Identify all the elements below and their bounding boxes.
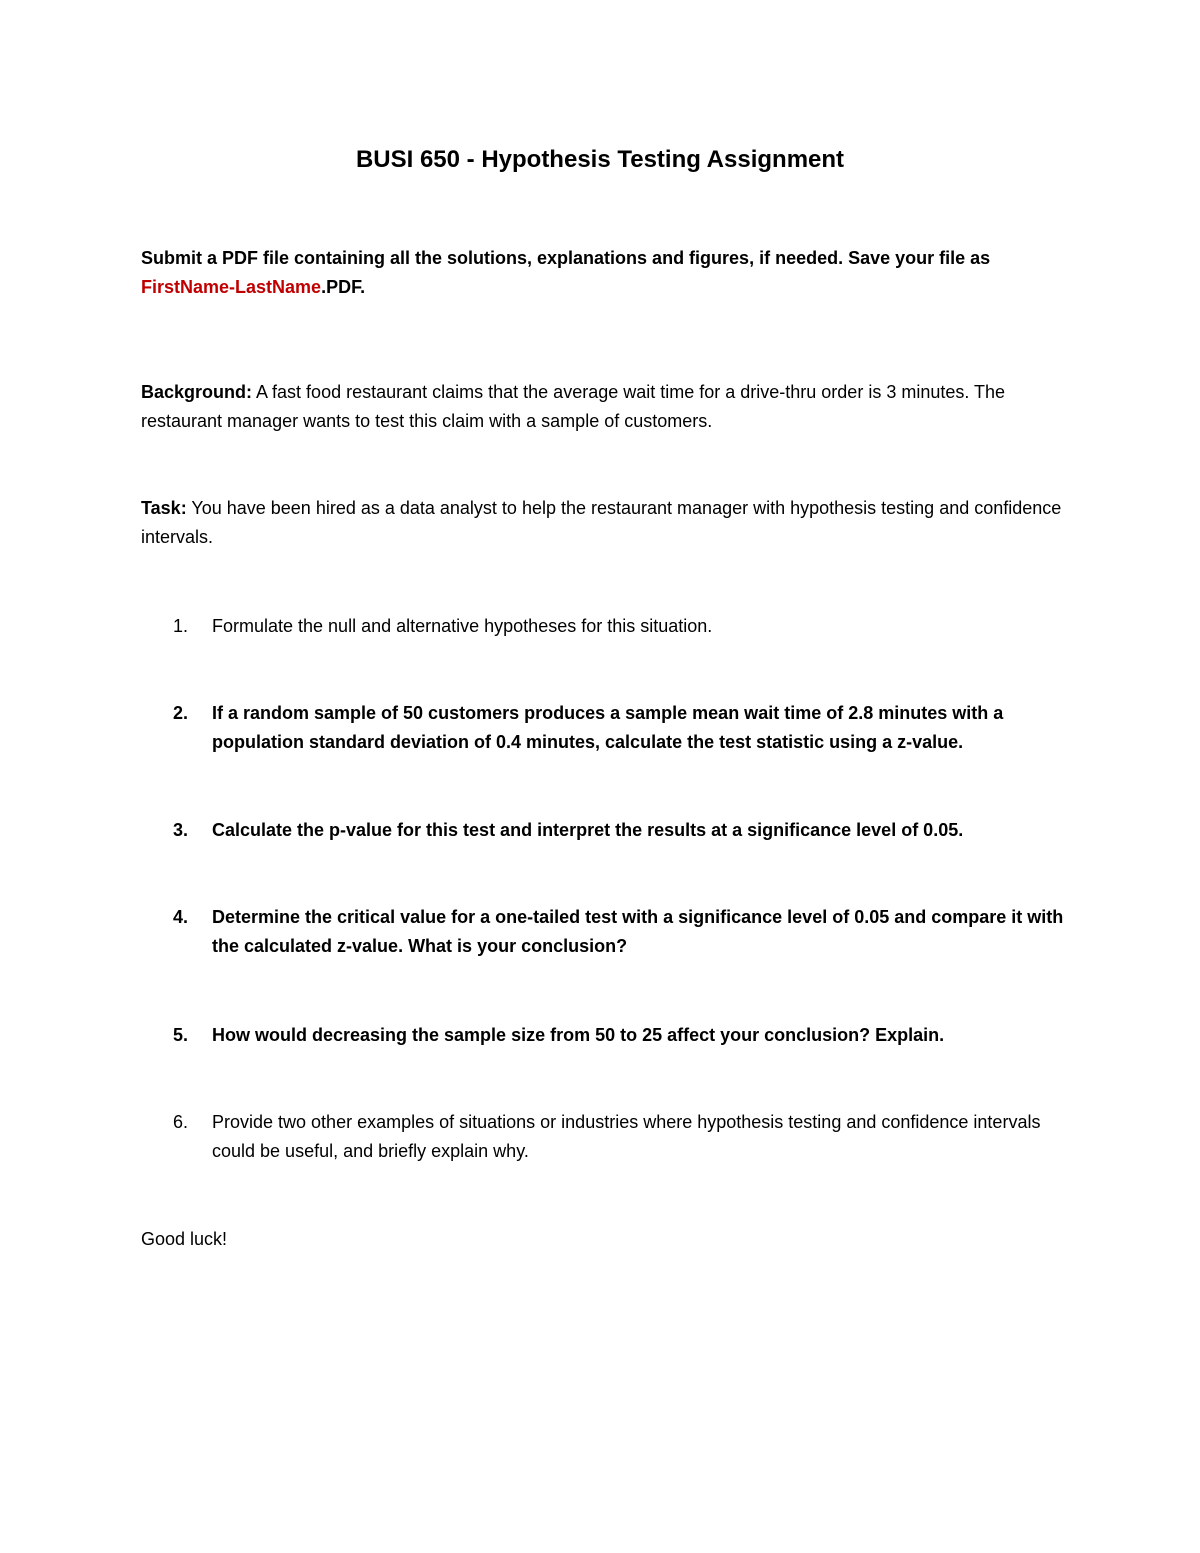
background-text: A fast food restaurant claims that the average wait time for a drive-thru order is 3 minutes. The restaurant manager wants to test this claim with a sample of customers. (141, 382, 1006, 431)
question-text: Determine the critical value for a one-tailed test with a significance level of 0.05 and compare it with the calculated z-value. What is your conclusion? (212, 907, 1064, 956)
question-text: How would decreasing the sample size from 50 to 25 affect your conclusion? Explain. (212, 1025, 945, 1045)
question-number: 5. (173, 1025, 189, 1045)
task-label: Task: (141, 498, 187, 518)
page-title: BUSI 650 - Hypothesis Testing Assignment (355, 146, 845, 173)
question-text: Calculate the p-value for this test and interpret the results at a significance level of 0.05. (212, 820, 964, 840)
submit-text: Submit a PDF file containing all the solutions, explanations and figures, if needed. Save your file as (141, 248, 991, 268)
background-label: Background: (141, 382, 253, 402)
task-paragraph (141, 494, 1071, 552)
question-number: 1. (173, 616, 189, 636)
question-text: Provide two other examples of situations or industries where hypothesis testing and confidence intervals could be useful, and briefly explain why. (212, 1112, 1041, 1161)
submit-extension: .PDF. (321, 277, 366, 297)
question-6 (141, 1108, 1071, 1166)
question-number: 2. (173, 703, 189, 723)
task-text: You have been hired as a data analyst to help the restaurant manager with hypothesis testing and confidence intervals. (141, 498, 1062, 547)
question-4 (141, 903, 1071, 961)
question-number: 4. (173, 907, 189, 927)
question-5 (141, 1021, 1071, 1050)
question-number: 6. (173, 1112, 189, 1132)
closing-text: Good luck! (141, 1229, 228, 1249)
question-3 (141, 816, 1071, 845)
question-number: 3. (173, 820, 189, 840)
submit-instructions (141, 244, 1071, 302)
background-paragraph (141, 378, 1071, 436)
question-text: Formulate the null and alternative hypotheses for this situation. (212, 616, 713, 636)
question-1 (141, 612, 1071, 641)
question-2 (141, 699, 1071, 757)
filename-highlight: FirstName-LastName (141, 277, 322, 297)
question-text: If a random sample of 50 customers produces a sample mean wait time of 2.8 minutes with a population standard deviation of 0.4 minutes, calculate the test statistic using a z-value. (212, 703, 1004, 752)
